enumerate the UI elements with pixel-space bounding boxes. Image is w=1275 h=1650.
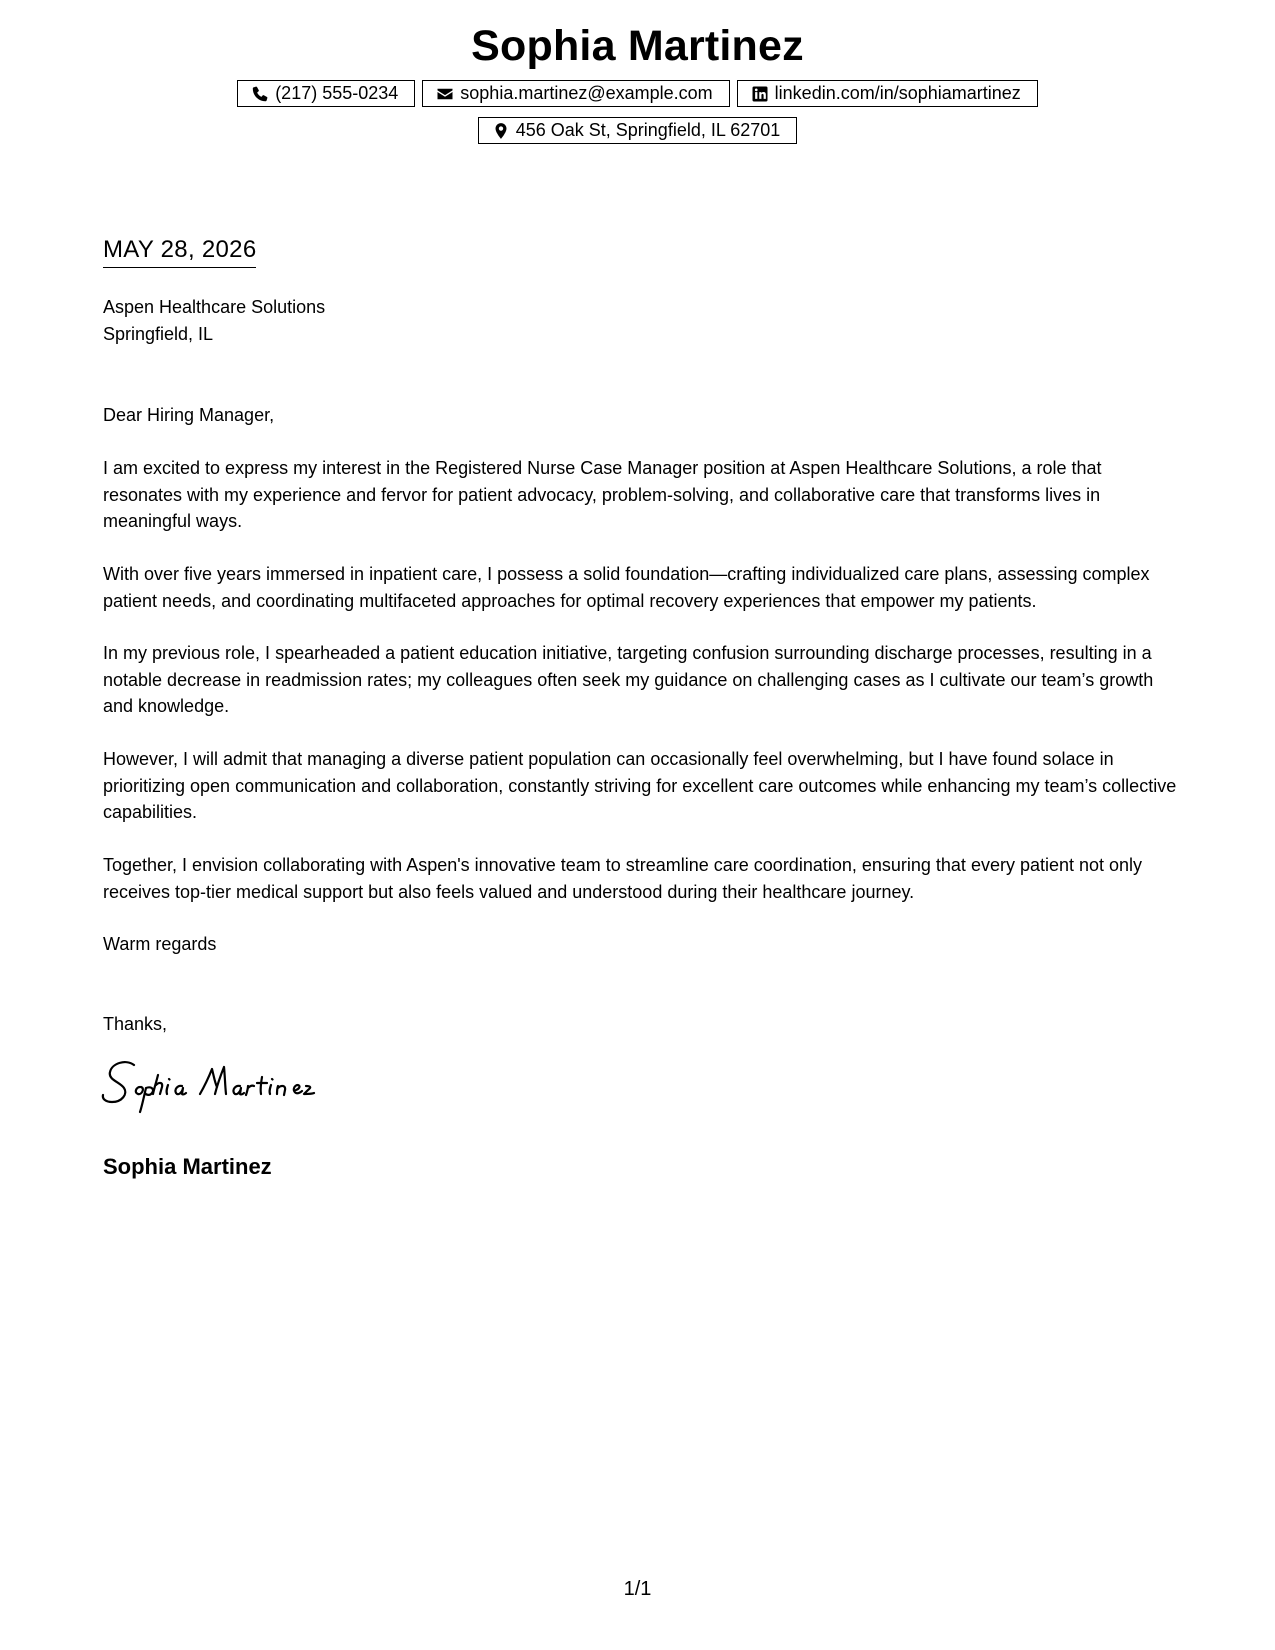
paragraph-text: In my previous role, I spearheaded a patient education initiative, targeting confusion surrounding discharge processes, resulting in a notable decrease in readmission rates; my colleagues often seek my guidance on challenging cases as I cultivate our team’s growth and knowledge. (103, 643, 1154, 716)
salutation: Dear Hiring Manager, (103, 405, 275, 425)
phone-icon (251, 85, 269, 103)
paragraph-text: With over five years immersed in inpatient care, I possess a solid foundation—crafting individualized care plans, assessing complex patient needs, and coordinating multifaceted approaches for optimal recovery experiences that empower my patients. (103, 564, 1150, 611)
paragraph-text: However, I will admit that managing a diverse patient population can occasionally feel overwhelming, but I have found solace in prioritizing open communication and collaboration, constantly striving for excellent care outcomes while enhancing my team’s collective capabilities. (103, 749, 1177, 822)
envelope-icon (436, 85, 454, 103)
contact-row (0, 117, 1275, 144)
linkedin-chip[interactable] (737, 80, 1038, 107)
paragraph-text: I am excited to express my interest in the Registered Nurse Case Manager position at Aspen Healthcare Solutions, a role that resonates with my experience and fervor for patient advocacy, problem-solving, and collaborative care that transforms lives in meaningful ways. (103, 458, 1102, 531)
map-marker-icon (492, 122, 510, 140)
linkedin-text: linkedin.com/in/sophiamartinez (774, 83, 1021, 103)
email-chip[interactable] (422, 80, 729, 107)
body-paragraph (103, 852, 1183, 905)
recipient-company: Aspen Healthcare Solutions (103, 297, 326, 317)
page-number: 1/1 (623, 1578, 652, 1600)
body-paragraph (103, 561, 1183, 614)
body-paragraph (103, 746, 1183, 826)
phone-text: (217) 555-0234 (275, 83, 399, 103)
address-chip[interactable] (478, 117, 798, 144)
letter-date: MAY 28, 2026 (103, 233, 256, 268)
linkedin-icon (751, 85, 769, 103)
closing: Warm regards (103, 934, 217, 954)
contact-row (0, 80, 1275, 107)
email-text: sophia.martinez@example.com (460, 83, 713, 103)
phone-chip[interactable] (237, 80, 415, 107)
recipient-location: Springfield, IL (103, 324, 214, 344)
sign-off: Thanks, (103, 1014, 168, 1034)
signer-name: Sophia Martinez (103, 1154, 272, 1179)
address-text: 456 Oak St, Springfield, IL 62701 (515, 120, 781, 140)
recipient-block (103, 294, 325, 348)
body-paragraph (103, 640, 1183, 720)
paragraph-text: Together, I envision collaborating with Aspen's innovative team to streamline care coordination, ensuring that every patient not only receives top-tier medical support but also feels valued and understood during their healthcare journey. (103, 855, 1143, 902)
applicant-name: Sophia Martinez (471, 22, 804, 70)
handwritten-signature (100, 1055, 370, 1115)
body-paragraph (103, 455, 1183, 535)
